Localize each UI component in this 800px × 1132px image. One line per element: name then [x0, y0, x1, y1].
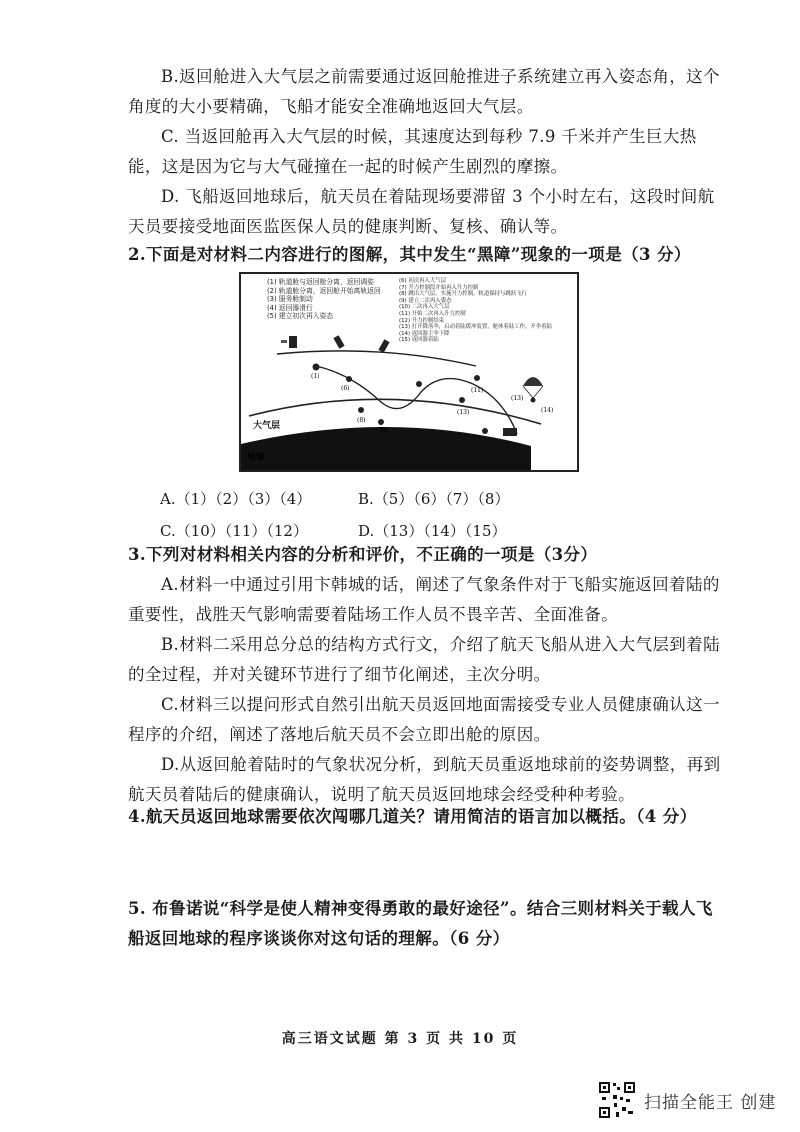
legend-item: (8) 跳出大气层，实施升力控制，轨道保持与跳跃飞行	[399, 291, 527, 298]
marker-label: (9)	[379, 427, 388, 434]
qr-code-icon	[598, 1081, 636, 1119]
legend-item: (13) 打开降落伞，启动着陆缓冲装置，舱体着陆工作，开伞着陆	[399, 324, 552, 331]
parachute-icon	[523, 377, 543, 403]
question-5: 5. 布鲁诺说“科学是使人精神变得勇敢的最好途径”。结合三则材料关于载人飞船返回地球的程序谈谈你对这句话的理解。（6 分）	[128, 899, 713, 948]
option-b-text: B.返回舱进入大气层之前需要通过返回舱推进子系统建立再入姿态角，这个角度的大小要精确，飞船才能安全准确地返回大气层。	[128, 67, 720, 116]
capsule-icon	[482, 428, 488, 434]
question-3: 3.下列对材料相关内容的分析和评价，不正确的一项是（3分）	[128, 545, 598, 564]
capsule-icon	[459, 397, 465, 403]
question-2: 2.下面是对材料二内容进行的图解，其中发生“黑障”现象的一项是（3 分）	[128, 245, 691, 264]
trajectory-drawing	[241, 274, 577, 470]
legend-item: (5) 建立初次再入姿态	[267, 312, 334, 321]
earth-label: 地球	[247, 453, 266, 463]
legend-item: (6) 初次再入大气层	[399, 278, 447, 284]
option-c-text: C. 当返回舱再入大气层的时候，其速度达到每秒 7.9 千米并产生巨大热能，这是因为它与大气碰撞在一起的时候产生剧烈的摩擦。	[128, 127, 697, 176]
option-d-text: D. 飞船返回地球后，航天员在着陆现场要滞留 3 个小时左右，这段时间航天员要接受地面医监医保人员的健康判断、复核、确认等。	[128, 187, 715, 236]
legend-item: (14) 返回器主伞下降	[399, 330, 450, 337]
return-process-diagram	[239, 272, 579, 472]
q3-option-a: A.材料一中通过引用卞韩城的话，阐述了气象条件对于飞船实施返回着陆的重要性，战胜天气影响需要着陆场工作人员不畏辛苦、全面准备。	[128, 575, 720, 624]
q3-option-c: C.材料三以提问形式自然引出航天员返回地面需接受专业人员健康确认这一程序的介绍，阐述了落地后航天员不会立即出舱的原因。	[128, 695, 720, 744]
q3-option-b: B.材料二采用总分总的结构方式行文，介绍了航天飞船从进入大气层到着陆的全过程，并对关键环节进行了细节化阐述，主次分明。	[128, 635, 720, 684]
legend-item: (1) 轨道舱与返回舱分离，返回调姿	[267, 278, 374, 286]
marker-label: (1)	[311, 373, 320, 380]
option-b[interactable]: B.（5）（6）（7）（8）	[358, 490, 510, 508]
orbit-line	[277, 351, 476, 366]
marker-label: (11)	[471, 387, 484, 394]
spacecraft-icon	[281, 336, 297, 348]
legend-item: (7) 升力控制段开始再入升力控制	[399, 284, 479, 291]
capsule-icon	[358, 407, 364, 413]
option-c[interactable]: C.（10）（11）（12）	[160, 522, 308, 540]
legend-item: (15) 返回器着陆	[399, 337, 439, 344]
capsule-icon	[416, 381, 422, 387]
marker-label: (13)	[457, 409, 470, 416]
question-4: 4.航天员返回地球需要依次闯哪几道关？请用简洁的语言加以概括。（4 分）	[128, 807, 697, 826]
legend-item: (2) 轨道舱分离，返回舱开始离轨返回	[267, 286, 381, 295]
option-d[interactable]: D.（13）（14）（15）	[358, 522, 507, 540]
capsule-icon	[474, 375, 480, 381]
marker-label: (13)	[511, 395, 524, 402]
option-a[interactable]: A.（1）（2）（3）（4）	[160, 490, 312, 508]
page-footer: 高三语文试题 第 3 页 共 10 页	[281, 1031, 519, 1047]
legend-item: (4) 返回器滑行	[267, 303, 313, 312]
legend-item: (10) 二次再入大气层	[399, 304, 450, 311]
scanner-watermark	[598, 1080, 776, 1120]
capsule-icon	[313, 364, 320, 371]
legend-item: (11) 开始二次再入升力控制	[399, 310, 466, 317]
atmosphere-line	[249, 399, 541, 424]
watermark-text: 扫描全能王 创建	[644, 1092, 777, 1113]
marker-label: (8)	[357, 417, 366, 424]
spacecraft-icon	[378, 339, 389, 352]
capsule-icon	[378, 419, 384, 425]
q3-option-d: D.从返回舱着陆时的气象状况分析，到航天员重返地球前的姿势调整，再到航天员着陆后的健康确认，说明了航天员返回地球会经受种种考验。	[128, 755, 721, 804]
marker-label: (14)	[541, 407, 554, 414]
legend-item: (9) 建立二次再入姿态	[399, 297, 452, 304]
legend-item: (3) 服务舱制动	[267, 295, 313, 304]
atmosphere-label: 大气层	[253, 421, 281, 431]
marker-label: (6)	[341, 385, 350, 392]
spacecraft-icon	[333, 335, 344, 348]
legend-item: (12) 升力控制结束	[399, 317, 445, 324]
capsule-icon	[346, 376, 352, 382]
landed-capsule-icon	[503, 428, 517, 436]
